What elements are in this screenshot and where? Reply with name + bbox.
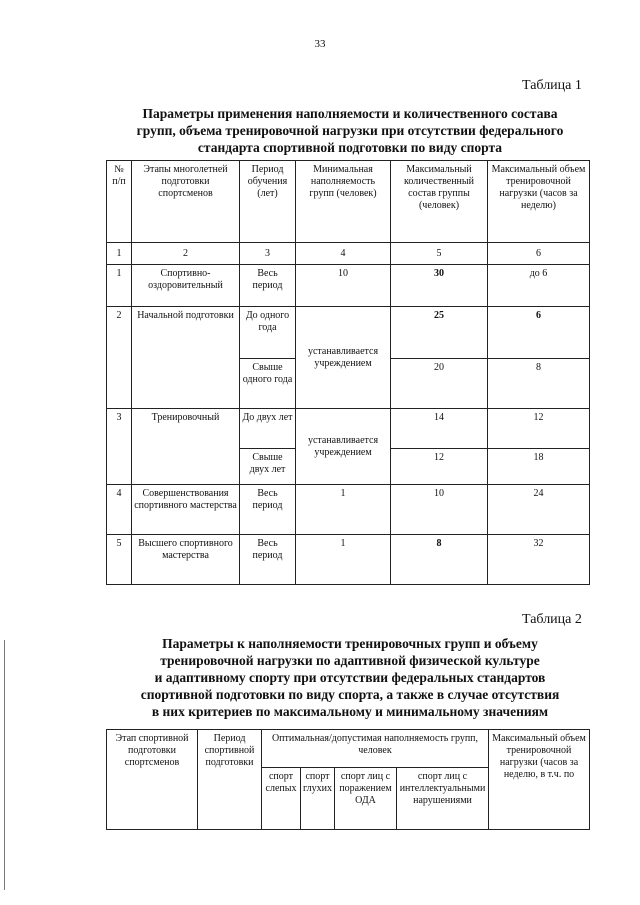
table1-column-number-row <box>107 243 590 265</box>
row-period: Весь период <box>240 535 296 585</box>
header-stage: Этап спортивной подготовки спортсменов <box>107 730 198 830</box>
row-min-fill: устанавливается учреждением <box>296 307 391 409</box>
page-number: 33 <box>314 38 326 50</box>
table-row <box>107 307 590 359</box>
row-stage: Тренировочный <box>132 409 240 485</box>
row-num: 4 <box>107 485 132 535</box>
header-max-count: Максимальный количественный состав группы (человек) <box>391 161 488 243</box>
table-row <box>107 409 590 449</box>
col-number: 3 <box>240 243 296 265</box>
table2-title-line: Параметры к наполняемости тренировочных групп и объему <box>162 636 538 651</box>
table2-title <box>90 635 610 720</box>
row-period: Весь период <box>240 265 296 307</box>
table1-title <box>90 105 610 156</box>
table2-title-line: спортивной подготовки по виду спорта, а также в случае отсутствия <box>140 687 560 702</box>
row-max-count: 20 <box>391 359 488 409</box>
row-period: Свыше двух лет <box>240 449 296 485</box>
header-fill: Оптимальная/допустимая наполняемость групп, человек <box>262 730 489 768</box>
table1 <box>106 160 590 585</box>
row-period: До двух лет <box>240 409 296 449</box>
scan-edge-mark <box>4 640 5 890</box>
row-num: 1 <box>107 265 132 307</box>
row-max-count: 14 <box>391 409 488 449</box>
header-min-fill: Минимальная наполняемость групп (человек) <box>296 161 391 243</box>
table-row <box>107 535 590 585</box>
row-max-load: 32 <box>488 535 590 585</box>
row-max-count: 12 <box>391 449 488 485</box>
header-period: Период спортивной подготовки <box>198 730 262 830</box>
header-stages: Этапы многолетней подготовки спортсменов <box>132 161 240 243</box>
col-number: 4 <box>296 243 391 265</box>
table2-title-line: и адаптивному спорту при отсутствии федеральных стандартов <box>154 670 546 685</box>
row-max-load: 24 <box>488 485 590 535</box>
table2-caption: Таблица 2 <box>522 612 582 627</box>
row-max-count: 25 <box>391 307 488 359</box>
row-min-fill: 1 <box>296 485 391 535</box>
row-max-load: 6 <box>488 307 590 359</box>
row-period: Весь период <box>240 485 296 535</box>
col-number: 5 <box>391 243 488 265</box>
col-number: 6 <box>488 243 590 265</box>
table1-caption: Таблица 1 <box>522 78 582 93</box>
subheader-blind: спорт слепых <box>262 768 301 830</box>
table1-title-line: групп, объема тренировочной нагрузки при отсутствии федерального <box>136 123 564 138</box>
subheader-intel: спорт лиц с интеллектуальными нарушениями <box>397 768 489 830</box>
subheader-deaf: спорт глухих <box>301 768 335 830</box>
table-row <box>107 485 590 535</box>
row-max-load: 18 <box>488 449 590 485</box>
row-max-count: 30 <box>391 265 488 307</box>
row-stage: Спортивно-оздоровительный <box>132 265 240 307</box>
row-num: 5 <box>107 535 132 585</box>
row-num: 2 <box>107 307 132 409</box>
row-min-fill: устанавливается учреждением <box>296 409 391 485</box>
header-num: № п/п <box>107 161 132 243</box>
col-number: 2 <box>132 243 240 265</box>
table2-title-line: в них критериев по максимальному и минимальному значениям <box>151 704 549 719</box>
row-max-load: 8 <box>488 359 590 409</box>
table1-title-line: Параметры применения наполняемости и количественного состава <box>142 106 558 121</box>
table1-title-line: стандарта спортивной подготовки по виду спорта <box>197 140 503 155</box>
row-min-fill: 10 <box>296 265 391 307</box>
header-period: Период обучения (лет) <box>240 161 296 243</box>
row-min-fill: 1 <box>296 535 391 585</box>
table2 <box>106 729 590 830</box>
table1-header-row <box>107 161 590 243</box>
col-number: 1 <box>107 243 132 265</box>
header-max-load: Максимальный объем тренировочной нагрузки (часов за неделю) <box>488 161 590 243</box>
row-max-load: 12 <box>488 409 590 449</box>
row-stage: Высшего спортивного мастерства <box>132 535 240 585</box>
row-max-count: 10 <box>391 485 488 535</box>
table2-header-row <box>107 730 590 768</box>
row-stage: Начальной подготовки <box>132 307 240 409</box>
row-max-load: до 6 <box>488 265 590 307</box>
row-max-count: 8 <box>391 535 488 585</box>
table-row <box>107 265 590 307</box>
table2-title-line: тренировочной нагрузки по адаптивной физической культуре <box>160 653 540 668</box>
row-period: Свыше одного года <box>240 359 296 409</box>
row-num: 3 <box>107 409 132 485</box>
row-stage: Совершенствования спортивного мастерства <box>132 485 240 535</box>
header-max-load: Максимальный объем тренировочной нагрузки (часов за неделю, в т.ч. по <box>489 730 590 830</box>
subheader-oda: спорт лиц с поражением ОДА <box>335 768 397 830</box>
row-period: До одного года <box>240 307 296 359</box>
